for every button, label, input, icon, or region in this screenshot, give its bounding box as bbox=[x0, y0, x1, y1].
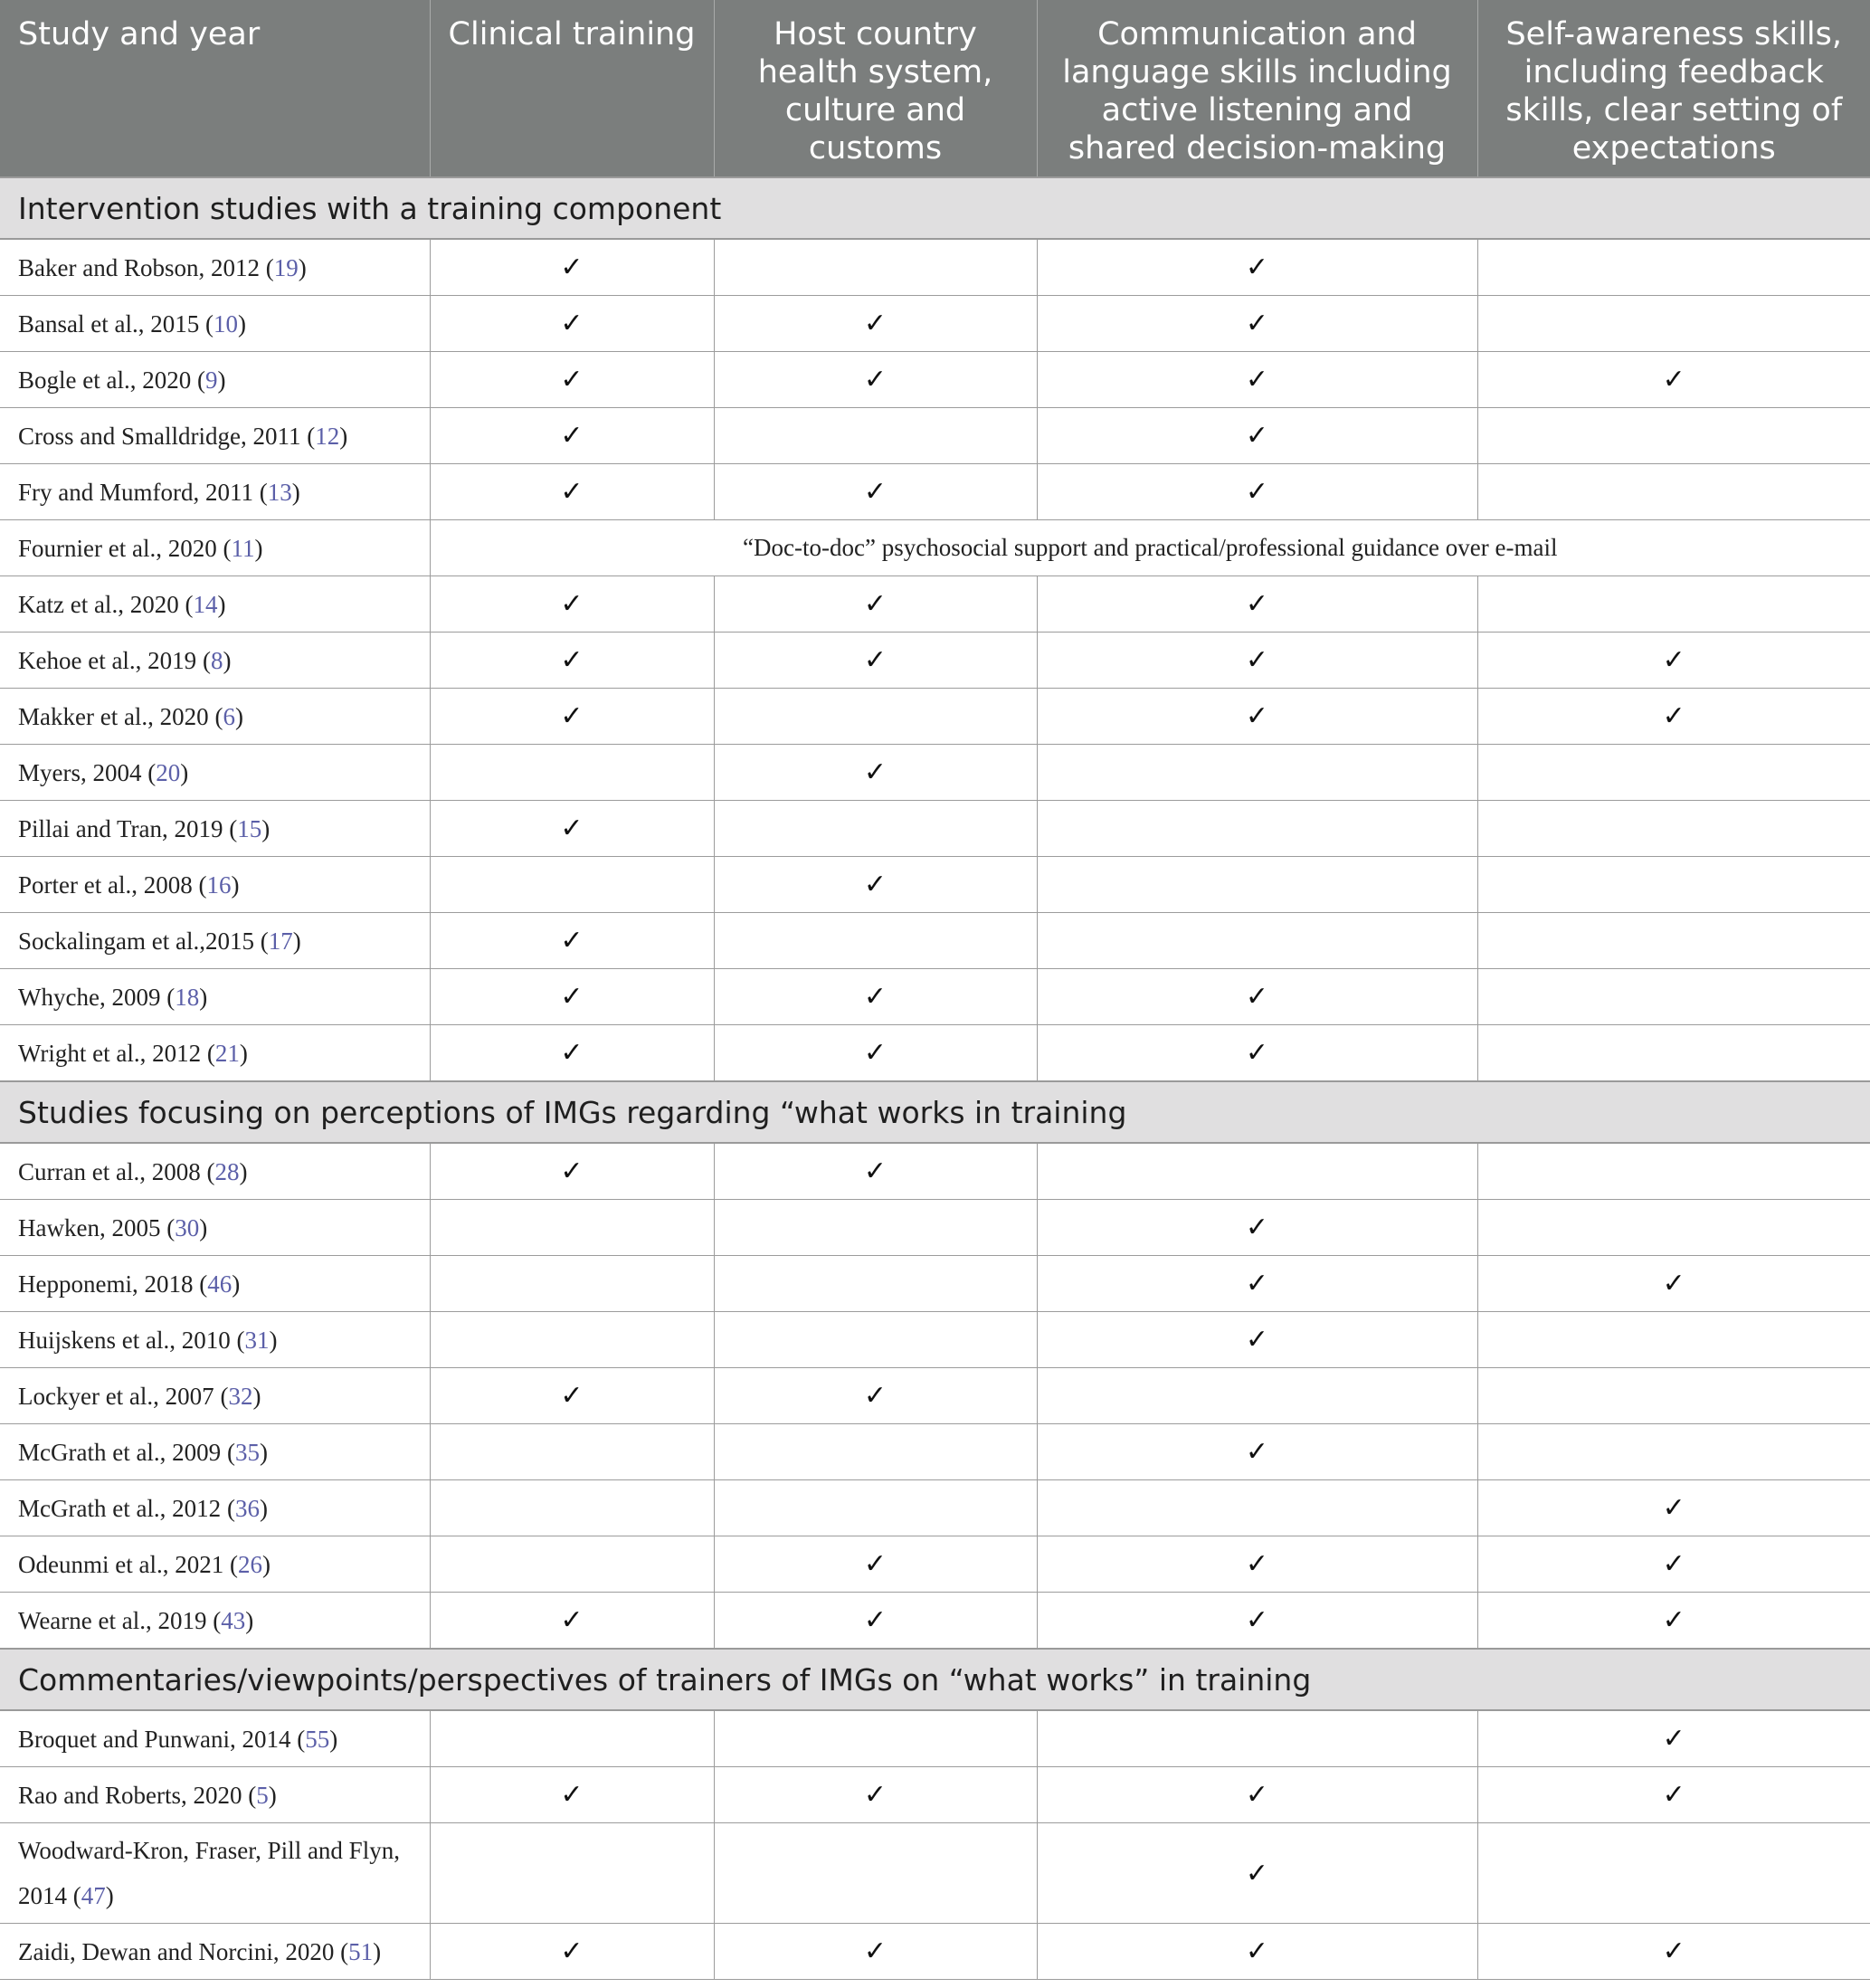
check-icon: ✓ bbox=[1662, 1779, 1685, 1811]
mark-cell bbox=[430, 1593, 714, 1650]
study-name: Odeunmi et al., 2021 bbox=[18, 1550, 224, 1578]
mark-cell bbox=[1477, 969, 1870, 1025]
mark-cell bbox=[430, 1536, 714, 1593]
reference-link[interactable]: 55 bbox=[305, 1725, 330, 1753]
table-row bbox=[0, 1256, 1870, 1312]
reference-link[interactable]: 14 bbox=[193, 590, 218, 618]
header-clinical-training: Clinical training bbox=[430, 0, 714, 177]
reference-link[interactable]: 21 bbox=[214, 1039, 240, 1067]
study-cell: Porter et al., 2008 (16) bbox=[0, 857, 430, 913]
study-cell: McGrath et al., 2009 (35) bbox=[0, 1424, 430, 1480]
study-cell: Fournier et al., 2020 (11) bbox=[0, 520, 430, 576]
check-icon: ✓ bbox=[1245, 1212, 1269, 1243]
study-cell: Huijskens et al., 2010 (31) bbox=[0, 1312, 430, 1368]
mark-cell bbox=[430, 633, 714, 689]
mark-cell bbox=[430, 1710, 714, 1767]
check-icon: ✓ bbox=[863, 308, 888, 339]
study-name: Bogle et al., 2020 bbox=[18, 366, 192, 394]
mark-cell bbox=[1477, 1424, 1870, 1480]
mark-cell bbox=[714, 1536, 1037, 1593]
check-icon: ✓ bbox=[560, 364, 584, 395]
check-icon: ✓ bbox=[560, 252, 584, 283]
mark-cell bbox=[1037, 1924, 1477, 1980]
mark-cell bbox=[430, 1368, 714, 1424]
check-icon: ✓ bbox=[560, 813, 584, 844]
study-name: Hepponemi, 2018 bbox=[18, 1270, 194, 1298]
study-cell: Rao and Roberts, 2020 (5) bbox=[0, 1767, 430, 1823]
check-icon: ✓ bbox=[560, 420, 584, 452]
check-icon: ✓ bbox=[1662, 1492, 1685, 1524]
study-cell: Odeunmi et al., 2021 (26) bbox=[0, 1536, 430, 1593]
mark-cell bbox=[1037, 1593, 1477, 1650]
mark-cell bbox=[714, 1710, 1037, 1767]
reference-link[interactable]: 28 bbox=[214, 1157, 240, 1185]
study-cell: Zaidi, Dewan and Norcini, 2020 (51) bbox=[0, 1924, 430, 1980]
mark-cell bbox=[714, 408, 1037, 464]
header-host-country-health-system: Host country health system, culture and customs bbox=[714, 0, 1037, 177]
check-icon: ✓ bbox=[560, 1156, 584, 1187]
mark-cell bbox=[1037, 576, 1477, 633]
mark-cell bbox=[714, 1312, 1037, 1368]
mark-cell bbox=[714, 1025, 1037, 1082]
mark-cell bbox=[430, 1924, 714, 1980]
table-row bbox=[0, 857, 1870, 913]
table-row bbox=[0, 1368, 1870, 1424]
check-icon: ✓ bbox=[560, 476, 584, 508]
check-icon: ✓ bbox=[1662, 364, 1685, 395]
reference-link[interactable]: 31 bbox=[244, 1326, 270, 1354]
reference-link[interactable]: 18 bbox=[175, 983, 200, 1011]
check-icon: ✓ bbox=[863, 476, 888, 508]
mark-cell bbox=[430, 239, 714, 296]
study-cell: Hepponemi, 2018 (46) bbox=[0, 1256, 430, 1312]
mark-cell bbox=[1477, 1312, 1870, 1368]
table-row bbox=[0, 913, 1870, 969]
mark-cell bbox=[1477, 1368, 1870, 1424]
table-row bbox=[0, 689, 1870, 745]
table-row bbox=[0, 239, 1870, 296]
mark-cell bbox=[1037, 1256, 1477, 1312]
mark-cell bbox=[1037, 1025, 1477, 1082]
mark-cell bbox=[1477, 633, 1870, 689]
mark-cell bbox=[1477, 1256, 1870, 1312]
study-cell: Fry and Mumford, 2011 (13) bbox=[0, 464, 430, 520]
check-icon: ✓ bbox=[1662, 700, 1685, 732]
check-icon: ✓ bbox=[1245, 364, 1269, 395]
study-cell: Wright et al., 2012 (21) bbox=[0, 1025, 430, 1082]
check-icon: ✓ bbox=[1245, 308, 1269, 339]
study-cell: Cross and Smalldridge, 2011 (12) bbox=[0, 408, 430, 464]
mark-cell bbox=[714, 745, 1037, 801]
check-icon: ✓ bbox=[863, 1037, 888, 1069]
study-name: Bansal et al., 2015 bbox=[18, 309, 200, 338]
check-icon: ✓ bbox=[1245, 1936, 1269, 1967]
study-cell: Woodward-Kron, Fraser, Pill and Flyn, 2014 (47) bbox=[0, 1823, 430, 1924]
reference-link[interactable]: 30 bbox=[175, 1213, 200, 1241]
mark-cell bbox=[430, 352, 714, 408]
reference-link[interactable]: 46 bbox=[207, 1270, 233, 1298]
mark-cell bbox=[1037, 352, 1477, 408]
mark-cell bbox=[1037, 689, 1477, 745]
table-row bbox=[0, 745, 1870, 801]
table-row bbox=[0, 1424, 1870, 1480]
mark-cell bbox=[1037, 801, 1477, 857]
check-icon: ✓ bbox=[1662, 1548, 1685, 1580]
reference-link[interactable]: 35 bbox=[234, 1438, 260, 1466]
table-row bbox=[0, 1025, 1870, 1082]
check-icon: ✓ bbox=[1662, 644, 1685, 676]
reference-link[interactable]: 11 bbox=[231, 534, 255, 562]
check-icon: ✓ bbox=[1245, 1857, 1269, 1889]
mark-cell bbox=[1037, 239, 1477, 296]
check-icon: ✓ bbox=[1245, 252, 1269, 283]
check-icon: ✓ bbox=[560, 1604, 584, 1636]
reference-link[interactable]: 12 bbox=[315, 422, 340, 450]
study-name: Pillai and Tran, 2019 bbox=[18, 814, 223, 842]
mark-cell bbox=[1037, 633, 1477, 689]
mark-cell bbox=[1477, 352, 1870, 408]
study-cell: Wearne et al., 2019 (43) bbox=[0, 1593, 430, 1650]
section-row bbox=[0, 1081, 1870, 1143]
table-row bbox=[0, 1312, 1870, 1368]
mark-cell bbox=[1477, 296, 1870, 352]
check-icon: ✓ bbox=[560, 700, 584, 732]
reference-link[interactable]: 6 bbox=[223, 702, 235, 730]
mark-cell bbox=[430, 857, 714, 913]
check-icon: ✓ bbox=[1245, 1779, 1269, 1811]
check-icon: ✓ bbox=[1662, 1604, 1685, 1636]
mark-cell bbox=[430, 408, 714, 464]
mark-cell bbox=[714, 1424, 1037, 1480]
section-row bbox=[0, 177, 1870, 239]
mark-cell bbox=[1037, 1200, 1477, 1256]
study-cell: Hawken, 2005 (30) bbox=[0, 1200, 430, 1256]
mark-cell bbox=[1037, 969, 1477, 1025]
study-cell: Baker and Robson, 2012 (19) bbox=[0, 239, 430, 296]
check-icon: ✓ bbox=[863, 1380, 888, 1412]
header-self-awareness-skills: Self-awareness skills, including feedback skills, clear setting of expectations bbox=[1477, 0, 1870, 177]
mark-cell bbox=[1037, 745, 1477, 801]
section-title: Intervention studies with a training component bbox=[0, 177, 1870, 239]
check-icon: ✓ bbox=[863, 588, 888, 620]
mark-cell bbox=[714, 857, 1037, 913]
study-name: Zaidi, Dewan and Norcini, 2020 bbox=[18, 1937, 335, 1965]
mark-cell bbox=[1477, 1200, 1870, 1256]
study-cell: Bansal et al., 2015 (10) bbox=[0, 296, 430, 352]
section-title: Studies focusing on perceptions of IMGs regarding “what works in training bbox=[0, 1081, 1870, 1143]
study-name: Huijskens et al., 2010 bbox=[18, 1326, 231, 1354]
reference-link[interactable]: 9 bbox=[204, 366, 218, 394]
mark-cell bbox=[430, 1256, 714, 1312]
study-name: Porter et al., 2008 bbox=[18, 870, 193, 899]
mark-cell bbox=[1037, 1143, 1477, 1200]
mark-cell bbox=[1477, 1823, 1870, 1924]
check-icon: ✓ bbox=[1245, 644, 1269, 676]
check-icon: ✓ bbox=[863, 644, 888, 676]
mark-cell bbox=[1477, 857, 1870, 913]
mark-cell bbox=[714, 1256, 1037, 1312]
mark-cell bbox=[714, 1143, 1037, 1200]
mark-cell bbox=[714, 1200, 1037, 1256]
mark-cell bbox=[1037, 913, 1477, 969]
check-icon: ✓ bbox=[1245, 1548, 1269, 1580]
mark-cell bbox=[430, 689, 714, 745]
table-row bbox=[0, 408, 1870, 464]
check-icon: ✓ bbox=[1245, 1324, 1269, 1355]
table-row bbox=[0, 1767, 1870, 1823]
mark-cell bbox=[714, 464, 1037, 520]
mark-cell bbox=[1477, 1143, 1870, 1200]
check-icon: ✓ bbox=[560, 1779, 584, 1811]
mark-cell bbox=[1477, 1025, 1870, 1082]
reference-link[interactable]: 43 bbox=[221, 1606, 246, 1634]
study-name: Woodward-Kron, Fraser, Pill and Flyn, 2014 bbox=[18, 1837, 400, 1909]
mark-cell bbox=[714, 352, 1037, 408]
mark-cell bbox=[430, 1424, 714, 1480]
check-icon: ✓ bbox=[863, 1156, 888, 1187]
mark-cell bbox=[1477, 913, 1870, 969]
mark-cell bbox=[1477, 464, 1870, 520]
table-body bbox=[0, 177, 1870, 1980]
reference-link[interactable]: 36 bbox=[234, 1494, 260, 1522]
reference-link[interactable]: 15 bbox=[237, 814, 262, 842]
mark-cell bbox=[1477, 1767, 1870, 1823]
study-name: Hawken, 2005 bbox=[18, 1213, 161, 1241]
study-name: Lockyer et al., 2007 bbox=[18, 1382, 214, 1410]
mark-cell bbox=[1037, 1710, 1477, 1767]
study-note: “Doc-to-doc” psychosocial support and practical/professional guidance over e-mail bbox=[430, 520, 1870, 576]
check-icon: ✓ bbox=[1662, 1268, 1685, 1299]
study-name: Whyche, 2009 bbox=[18, 983, 161, 1011]
check-icon: ✓ bbox=[863, 364, 888, 395]
study-name: Kehoe et al., 2019 bbox=[18, 646, 197, 674]
study-cell: Lockyer et al., 2007 (32) bbox=[0, 1368, 430, 1424]
mark-cell bbox=[714, 1924, 1037, 1980]
mark-cell bbox=[430, 1312, 714, 1368]
check-icon: ✓ bbox=[560, 1936, 584, 1967]
study-name: Wearne et al., 2019 bbox=[18, 1606, 207, 1634]
table-row bbox=[0, 352, 1870, 408]
mark-cell bbox=[430, 969, 714, 1025]
table-row bbox=[0, 520, 1870, 576]
check-icon: ✓ bbox=[560, 644, 584, 676]
study-name: Myers, 2004 bbox=[18, 758, 142, 786]
table-row bbox=[0, 1823, 1870, 1924]
study-name: Makker et al., 2020 bbox=[18, 702, 209, 730]
mark-cell bbox=[1477, 1536, 1870, 1593]
study-name: Rao and Roberts, 2020 bbox=[18, 1781, 242, 1809]
mark-cell bbox=[714, 633, 1037, 689]
mark-cell bbox=[1477, 1924, 1870, 1980]
study-name: Wright et al., 2012 bbox=[18, 1039, 202, 1067]
check-icon: ✓ bbox=[863, 1779, 888, 1811]
table-row bbox=[0, 1710, 1870, 1767]
study-cell: Bogle et al., 2020 (9) bbox=[0, 352, 430, 408]
mark-cell bbox=[1037, 1480, 1477, 1536]
mark-cell bbox=[714, 1368, 1037, 1424]
check-icon: ✓ bbox=[560, 1037, 584, 1069]
mark-cell bbox=[430, 576, 714, 633]
mark-cell bbox=[1477, 408, 1870, 464]
study-name: Baker and Robson, 2012 bbox=[18, 253, 260, 281]
check-icon: ✓ bbox=[1245, 1436, 1269, 1468]
mark-cell bbox=[1037, 296, 1477, 352]
table-row bbox=[0, 1536, 1870, 1593]
mark-cell bbox=[1477, 1593, 1870, 1650]
study-cell: Makker et al., 2020 (6) bbox=[0, 689, 430, 745]
check-icon: ✓ bbox=[560, 981, 584, 1013]
study-name: Cross and Smalldridge, 2011 bbox=[18, 422, 301, 450]
table-row bbox=[0, 633, 1870, 689]
check-icon: ✓ bbox=[560, 308, 584, 339]
check-icon: ✓ bbox=[863, 981, 888, 1013]
mark-cell bbox=[1477, 239, 1870, 296]
mark-cell bbox=[1477, 745, 1870, 801]
check-icon: ✓ bbox=[1662, 1723, 1685, 1755]
study-name: Sockalingam et al.,2015 bbox=[18, 927, 254, 955]
mark-cell bbox=[430, 801, 714, 857]
reference-link[interactable]: 47 bbox=[81, 1882, 106, 1909]
reference-link[interactable]: 8 bbox=[210, 646, 223, 674]
mark-cell bbox=[714, 969, 1037, 1025]
mark-cell bbox=[714, 1480, 1037, 1536]
table-row bbox=[0, 801, 1870, 857]
study-name: McGrath et al., 2009 bbox=[18, 1438, 222, 1466]
check-icon: ✓ bbox=[863, 756, 888, 788]
table-row bbox=[0, 969, 1870, 1025]
mark-cell bbox=[1037, 1536, 1477, 1593]
mark-cell bbox=[430, 1143, 714, 1200]
reference-link[interactable]: 13 bbox=[267, 478, 292, 506]
mark-cell bbox=[430, 1823, 714, 1924]
reference-link[interactable]: 17 bbox=[268, 927, 293, 955]
mark-cell bbox=[430, 464, 714, 520]
reference-link[interactable]: 20 bbox=[156, 758, 181, 786]
mark-cell bbox=[714, 296, 1037, 352]
check-icon: ✓ bbox=[863, 869, 888, 900]
mark-cell bbox=[714, 239, 1037, 296]
study-cell: Myers, 2004 (20) bbox=[0, 745, 430, 801]
study-cell: Katz et al., 2020 (14) bbox=[0, 576, 430, 633]
reference-link[interactable]: 32 bbox=[228, 1382, 253, 1410]
check-icon: ✓ bbox=[863, 1548, 888, 1580]
table-row bbox=[0, 1480, 1870, 1536]
mark-cell bbox=[1037, 1312, 1477, 1368]
mark-cell bbox=[430, 745, 714, 801]
check-icon: ✓ bbox=[1662, 1936, 1685, 1967]
mark-cell bbox=[714, 801, 1037, 857]
mark-cell bbox=[430, 913, 714, 969]
section-title: Commentaries/viewpoints/perspectives of trainers of IMGs on “what works” in training bbox=[0, 1649, 1870, 1710]
mark-cell bbox=[714, 1823, 1037, 1924]
mark-cell bbox=[714, 689, 1037, 745]
table-row bbox=[0, 464, 1870, 520]
mark-cell bbox=[1477, 576, 1870, 633]
check-icon: ✓ bbox=[1245, 1037, 1269, 1069]
reference-link[interactable]: 5 bbox=[256, 1781, 269, 1809]
section-row bbox=[0, 1649, 1870, 1710]
mark-cell bbox=[1037, 1368, 1477, 1424]
reference-link[interactable]: 19 bbox=[273, 253, 299, 281]
check-icon: ✓ bbox=[1245, 476, 1269, 508]
mark-cell bbox=[430, 296, 714, 352]
check-icon: ✓ bbox=[1245, 420, 1269, 452]
check-icon: ✓ bbox=[560, 588, 584, 620]
study-cell: Kehoe et al., 2019 (8) bbox=[0, 633, 430, 689]
study-name: Broquet and Punwani, 2014 bbox=[18, 1725, 291, 1753]
mark-cell bbox=[430, 1025, 714, 1082]
mark-cell bbox=[1037, 857, 1477, 913]
study-name: Fry and Mumford, 2011 bbox=[18, 478, 253, 506]
study-name: McGrath et al., 2012 bbox=[18, 1494, 222, 1522]
mark-cell bbox=[714, 1767, 1037, 1823]
table-row bbox=[0, 576, 1870, 633]
check-icon: ✓ bbox=[560, 1380, 584, 1412]
header-study-and-year: Study and year bbox=[0, 0, 430, 177]
check-icon: ✓ bbox=[1245, 588, 1269, 620]
check-icon: ✓ bbox=[1245, 1604, 1269, 1636]
check-icon: ✓ bbox=[1245, 1268, 1269, 1299]
study-cell: Whyche, 2009 (18) bbox=[0, 969, 430, 1025]
study-cell: Sockalingam et al.,2015 (17) bbox=[0, 913, 430, 969]
study-cell: McGrath et al., 2012 (36) bbox=[0, 1480, 430, 1536]
mark-cell bbox=[430, 1200, 714, 1256]
mark-cell bbox=[1477, 1480, 1870, 1536]
mark-cell bbox=[714, 1593, 1037, 1650]
reference-link[interactable]: 51 bbox=[348, 1937, 374, 1965]
mark-cell bbox=[1037, 1424, 1477, 1480]
mark-cell bbox=[1477, 801, 1870, 857]
check-icon: ✓ bbox=[1245, 700, 1269, 732]
mark-cell bbox=[1037, 408, 1477, 464]
mark-cell bbox=[430, 1480, 714, 1536]
header-communication-and-language-skills: Communication and language skills including active listening and shared decision-making bbox=[1037, 0, 1477, 177]
check-icon: ✓ bbox=[560, 925, 584, 956]
reference-link[interactable]: 10 bbox=[213, 309, 238, 338]
mark-cell bbox=[1037, 1823, 1477, 1924]
table-row bbox=[0, 1200, 1870, 1256]
mark-cell bbox=[1477, 1710, 1870, 1767]
study-cell: Pillai and Tran, 2019 (15) bbox=[0, 801, 430, 857]
table-row bbox=[0, 296, 1870, 352]
table-row bbox=[0, 1593, 1870, 1650]
reference-link[interactable]: 16 bbox=[206, 870, 232, 899]
study-cell: Curran et al., 2008 (28) bbox=[0, 1143, 430, 1200]
table-row bbox=[0, 1924, 1870, 1980]
check-icon: ✓ bbox=[1245, 981, 1269, 1013]
study-name: Curran et al., 2008 bbox=[18, 1157, 201, 1185]
study-cell: Broquet and Punwani, 2014 (55) bbox=[0, 1710, 430, 1767]
table-row bbox=[0, 1143, 1870, 1200]
mark-cell bbox=[1477, 689, 1870, 745]
mark-cell bbox=[1037, 464, 1477, 520]
check-icon: ✓ bbox=[863, 1936, 888, 1967]
reference-link[interactable]: 26 bbox=[237, 1550, 262, 1578]
study-name: Fournier et al., 2020 bbox=[18, 534, 217, 562]
mark-cell bbox=[430, 1767, 714, 1823]
header-row bbox=[0, 0, 1870, 177]
mark-cell bbox=[1037, 1767, 1477, 1823]
mark-cell bbox=[714, 913, 1037, 969]
study-name: Katz et al., 2020 bbox=[18, 590, 179, 618]
mark-cell bbox=[714, 576, 1037, 633]
check-icon: ✓ bbox=[863, 1604, 888, 1636]
